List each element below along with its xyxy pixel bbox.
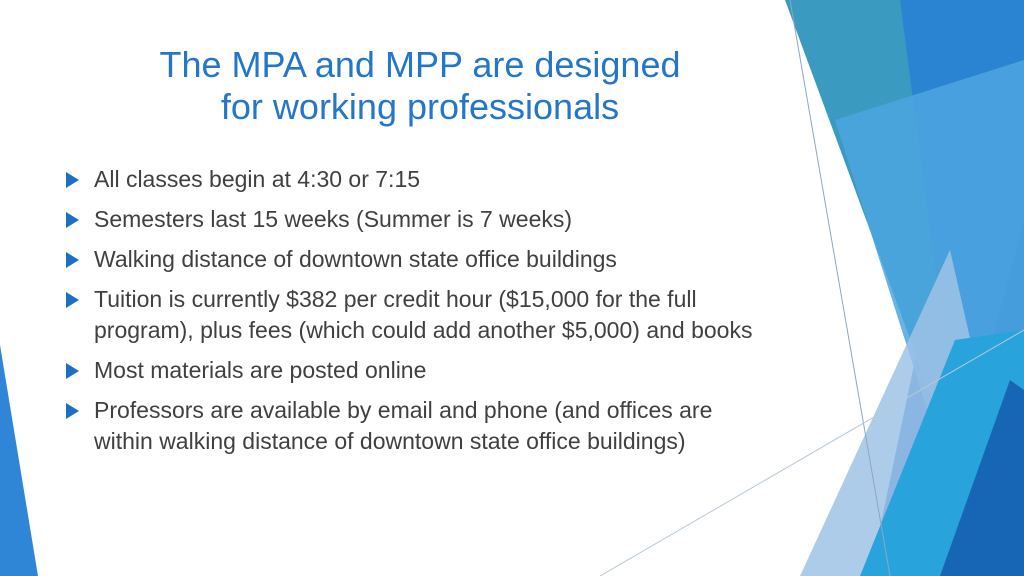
title-line-2: for working professionals [220, 86, 620, 127]
triangle-bullet-icon [66, 292, 79, 308]
bullet-item [66, 164, 766, 195]
bullet-text: Tuition is currently $382 per credit hour ($15,000 for the full program), plus fees (which could add another $5,000) and books [94, 286, 753, 343]
bullet-item [66, 355, 766, 386]
triangle-bullet-icon [66, 363, 79, 379]
title-line-1: The MPA and MPP are designed [159, 44, 681, 85]
bullet-item [66, 204, 766, 235]
bullet-list [66, 164, 766, 466]
bullet-item [66, 395, 766, 457]
bullet-text: All classes begin at 4:30 or 7:15 [94, 166, 421, 192]
bullet-text: Most materials are posted online [94, 357, 427, 383]
bullet-text: Walking distance of downtown state office buildings [94, 246, 617, 272]
slide-title [70, 44, 770, 128]
triangle-bullet-icon [66, 212, 79, 228]
triangle-bullet-icon [66, 252, 79, 268]
triangle-bullet-icon [66, 403, 79, 419]
bullet-item [66, 244, 766, 275]
bullet-text: Professors are available by email and phone (and offices are within walking distance of downtown state office buildings) [94, 397, 713, 454]
triangle-bullet-icon [66, 172, 79, 188]
bullet-text: Semesters last 15 weeks (Summer is 7 weeks) [94, 206, 573, 232]
left-accent-shape [0, 345, 38, 576]
bullet-item [66, 284, 766, 346]
